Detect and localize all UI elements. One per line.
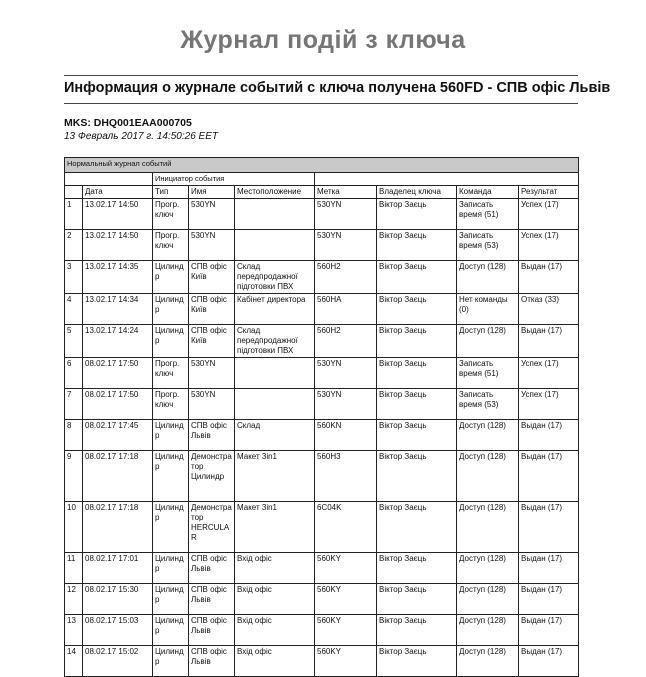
- cell-owner: Віктор Заєць: [377, 451, 457, 502]
- cell-num: 7: [65, 389, 83, 420]
- cell-location: Вхід офіс: [235, 553, 315, 584]
- table-row: [65, 261, 579, 294]
- table-row: [65, 553, 579, 584]
- cell-name: СПВ офіс Київ: [189, 325, 235, 358]
- cell-label: 530YN: [315, 230, 377, 261]
- table-row: [65, 294, 579, 325]
- cell-num: 1: [65, 199, 83, 230]
- cell-result: Выдан (17): [519, 261, 579, 294]
- cell-owner: Віктор Заєць: [377, 420, 457, 451]
- cell-location: [235, 230, 315, 261]
- table-row: [65, 199, 579, 230]
- cell-name: СПВ офіс Львів: [189, 553, 235, 584]
- column-header-num: [65, 186, 83, 199]
- column-header-result: Результат: [519, 186, 579, 199]
- cell-result: Успех (17): [519, 358, 579, 389]
- cell-name: СПВ офіс Львів: [189, 584, 235, 615]
- cell-result: Выдан (17): [519, 646, 579, 677]
- bottom-rule: [64, 103, 578, 104]
- cell-type: Цилинд р: [153, 646, 189, 677]
- cell-command: Доступ (128): [457, 325, 519, 358]
- cell-label: 530YN: [315, 358, 377, 389]
- cell-type: Цилинд р: [153, 294, 189, 325]
- cell-type: Цилинд р: [153, 420, 189, 451]
- cell-command: Доступ (128): [457, 646, 519, 677]
- table-row: [65, 230, 579, 261]
- cell-location: Склад передпродажної підготовки ПВХ: [235, 325, 315, 358]
- cell-name: СПВ офіс Київ: [189, 261, 235, 294]
- cell-date: 13.02.17 14:24: [83, 325, 153, 358]
- cell-type: Цилинд р: [153, 451, 189, 502]
- cell-type: Цилинд р: [153, 553, 189, 584]
- column-header-date: Дата: [83, 186, 153, 199]
- cell-command: Доступ (128): [457, 420, 519, 451]
- column-header-name: Имя: [189, 186, 235, 199]
- cell-owner: Віктор Заєць: [377, 199, 457, 230]
- cell-location: [235, 199, 315, 230]
- cell-type: Прогр. ключ: [153, 230, 189, 261]
- cell-type: Цилинд р: [153, 615, 189, 646]
- cell-location: Макет 3in1: [235, 451, 315, 502]
- cell-date: 08.02.17 17:45: [83, 420, 153, 451]
- cell-command: Доступ (128): [457, 615, 519, 646]
- column-header-location: Местоположение: [235, 186, 315, 199]
- cell-command: Записать время (51): [457, 199, 519, 230]
- cell-location: Вхід офіс: [235, 615, 315, 646]
- cell-result: Выдан (17): [519, 584, 579, 615]
- cell-name: 530YN: [189, 230, 235, 261]
- table-row: [65, 420, 579, 451]
- cell-type: Цилинд р: [153, 325, 189, 358]
- cell-name: СПВ офіс Львів: [189, 646, 235, 677]
- column-header-label: Метка: [315, 186, 377, 199]
- cell-num: 2: [65, 230, 83, 261]
- cell-label: 560H2: [315, 261, 377, 294]
- cell-date: 13.02.17 14:35: [83, 261, 153, 294]
- cell-result: Выдан (17): [519, 553, 579, 584]
- cell-result: Выдан (17): [519, 451, 579, 502]
- cell-command: Записать время (51): [457, 358, 519, 389]
- cell-date: 08.02.17 17:18: [83, 502, 153, 553]
- cell-label: 530YN: [315, 389, 377, 420]
- cell-date: 13.02.17 14:34: [83, 294, 153, 325]
- document-heading: Информация о журнале событий с ключа получена 560FD - СПВ офіс Львів: [64, 80, 611, 96]
- cell-name: СПВ офіс Київ: [189, 294, 235, 325]
- cell-name: 530YN: [189, 199, 235, 230]
- cell-command: Записать время (53): [457, 230, 519, 261]
- cell-owner: Віктор Заєць: [377, 358, 457, 389]
- cell-result: Успех (17): [519, 230, 579, 261]
- cell-label: 560KY: [315, 646, 377, 677]
- table-row: [65, 502, 579, 553]
- cell-label: 530YN: [315, 199, 377, 230]
- cell-owner: Віктор Заєць: [377, 584, 457, 615]
- cell-owner: Віктор Заєць: [377, 230, 457, 261]
- cell-name: СПВ офіс Львів: [189, 420, 235, 451]
- table-row: [65, 325, 579, 358]
- section-title: Нормальный журнал событий: [65, 158, 579, 173]
- cell-location: Кабінет директора: [235, 294, 315, 325]
- cell-location: [235, 389, 315, 420]
- cell-type: Прогр. ключ: [153, 389, 189, 420]
- cell-name: СПВ офіс Львів: [189, 615, 235, 646]
- cell-owner: Віктор Заєць: [377, 553, 457, 584]
- cell-name: Демонстра тор HERCULA R: [189, 502, 235, 553]
- cell-command: Доступ (128): [457, 502, 519, 553]
- cell-owner: Віктор Заєць: [377, 389, 457, 420]
- cell-owner: Віктор Заєць: [377, 294, 457, 325]
- cell-result: Отказ (33): [519, 294, 579, 325]
- cell-location: Склад: [235, 420, 315, 451]
- cell-num: 11: [65, 553, 83, 584]
- cell-num: 12: [65, 584, 83, 615]
- cell-num: 13: [65, 615, 83, 646]
- cell-result: Выдан (17): [519, 420, 579, 451]
- cell-name: 530YN: [189, 389, 235, 420]
- report-timestamp: 13 Февраль 2017 г. 14:50:26 EET: [64, 131, 218, 142]
- cell-owner: Віктор Заєць: [377, 325, 457, 358]
- cell-command: Доступ (128): [457, 584, 519, 615]
- cell-label: 560H3: [315, 451, 377, 502]
- cell-name: Демонстра тор Цилиндр: [189, 451, 235, 502]
- cell-result: Выдан (17): [519, 325, 579, 358]
- table-row: [65, 584, 579, 615]
- cell-command: Доступ (128): [457, 451, 519, 502]
- cell-location: Вхід офіс: [235, 646, 315, 677]
- cell-command: Доступ (128): [457, 261, 519, 294]
- cell-type: Прогр. ключ: [153, 199, 189, 230]
- cell-date: 08.02.17 17:50: [83, 358, 153, 389]
- cell-result: Выдан (17): [519, 615, 579, 646]
- cell-num: 14: [65, 646, 83, 677]
- cell-type: Цилинд р: [153, 502, 189, 553]
- table-row: [65, 451, 579, 502]
- cell-label: 560KY: [315, 584, 377, 615]
- cell-type: Прогр. ключ: [153, 358, 189, 389]
- cell-date: 08.02.17 17:50: [83, 389, 153, 420]
- cell-command: Доступ (128): [457, 553, 519, 584]
- cell-location: [235, 358, 315, 389]
- cell-name: 530YN: [189, 358, 235, 389]
- cell-num: 4: [65, 294, 83, 325]
- column-header-type: Тип: [153, 186, 189, 199]
- top-rule: [64, 75, 578, 76]
- cell-location: Склад передпродажної підготовки ПВХ: [235, 261, 315, 294]
- table-row: [65, 358, 579, 389]
- cell-label: 560KY: [315, 553, 377, 584]
- table-row: [65, 615, 579, 646]
- cell-date: 08.02.17 15:03: [83, 615, 153, 646]
- cell-num: 6: [65, 358, 83, 389]
- initiator-group-header: Инициатор события: [153, 173, 315, 186]
- cell-label: 560KN: [315, 420, 377, 451]
- cell-result: Выдан (17): [519, 502, 579, 553]
- cell-date: 08.02.17 17:18: [83, 451, 153, 502]
- cell-num: 8: [65, 420, 83, 451]
- cell-label: 560KY: [315, 615, 377, 646]
- page-title: Журнал подій з ключа: [180, 26, 466, 54]
- cell-num: 10: [65, 502, 83, 553]
- cell-date: 08.02.17 15:02: [83, 646, 153, 677]
- cell-label: 560HA: [315, 294, 377, 325]
- cell-num: 9: [65, 451, 83, 502]
- cell-command: Нет команды (0): [457, 294, 519, 325]
- cell-date: 08.02.17 17:01: [83, 553, 153, 584]
- cell-date: 13.02.17 14:50: [83, 230, 153, 261]
- cell-owner: Віктор Заєць: [377, 646, 457, 677]
- cell-result: Успех (17): [519, 199, 579, 230]
- mks-id: MKS: DHQ001EAA000705: [64, 117, 192, 129]
- cell-location: Макет 3in1: [235, 502, 315, 553]
- column-header-command: Команда: [457, 186, 519, 199]
- cell-location: Вхід офіс: [235, 584, 315, 615]
- group-spacer-right: [315, 173, 579, 186]
- cell-num: 5: [65, 325, 83, 358]
- cell-label: 560H2: [315, 325, 377, 358]
- cell-owner: Віктор Заєць: [377, 615, 457, 646]
- cell-date: 13.02.17 14:50: [83, 199, 153, 230]
- group-spacer: [65, 173, 153, 186]
- cell-result: Успех (17): [519, 389, 579, 420]
- cell-owner: Віктор Заєць: [377, 261, 457, 294]
- table-row: [65, 389, 579, 420]
- cell-num: 3: [65, 261, 83, 294]
- cell-command: Записать время (53): [457, 389, 519, 420]
- cell-type: Цилинд р: [153, 261, 189, 294]
- column-header-owner: Владелец ключа: [377, 186, 457, 199]
- table-row: [65, 646, 579, 677]
- cell-owner: Віктор Заєць: [377, 502, 457, 553]
- event-log-table: [64, 157, 579, 677]
- cell-label: 6C04K: [315, 502, 377, 553]
- cell-type: Цилинд р: [153, 584, 189, 615]
- cell-date: 08.02.17 15:30: [83, 584, 153, 615]
